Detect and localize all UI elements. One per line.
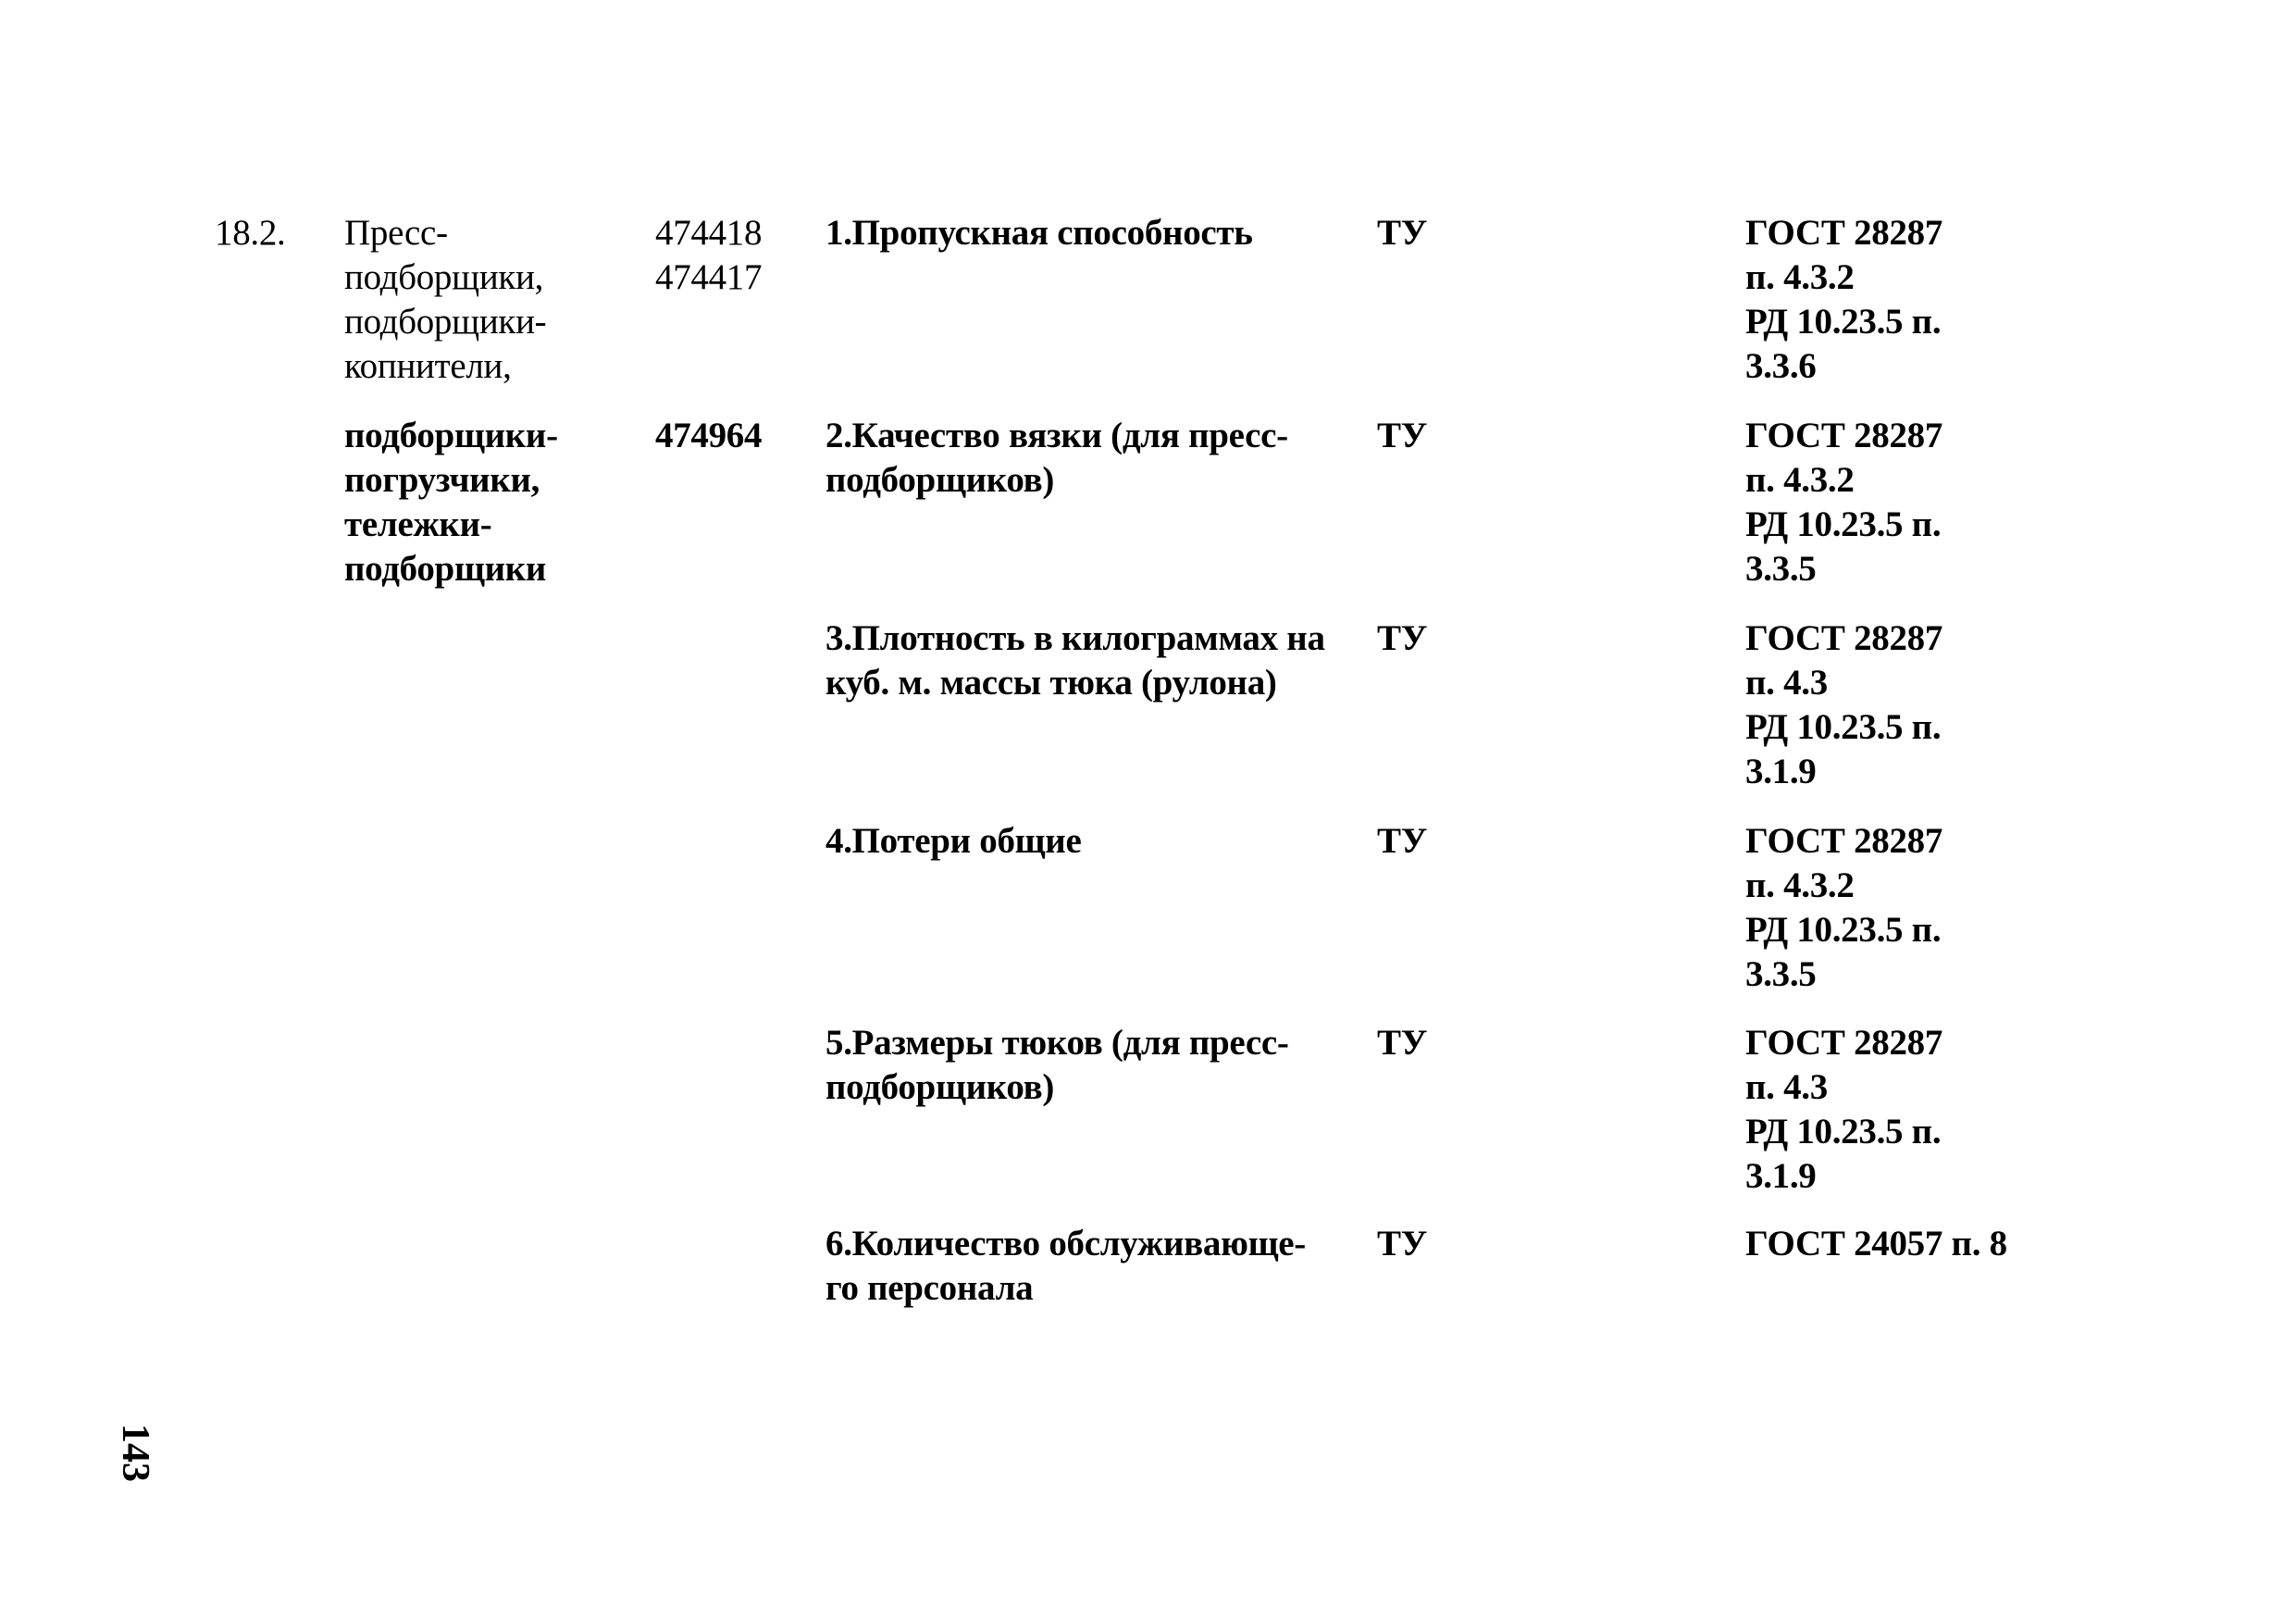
indicator-4: 4.Потери общие [825,821,1082,861]
product-codes-group1: 474418 474417 [655,213,763,297]
norm-2: ТУ [1377,416,1428,455]
indicator-5: 5.Размеры тюков (для пресс- подборщиков) [825,1023,1289,1107]
page-number: 143 [114,1424,156,1482]
section-number: 18.2. [215,213,286,253]
product-name-part1: Пресс- подборщики, подборщики- копнители, [344,213,547,386]
norm-1: ТУ [1377,213,1428,253]
product-name-part2: подборщики- погрузчики, тележки- подборщики [344,416,558,589]
method-2: ГОСТ 28287 п. 4.3.2 РД 10.23.5 п. 3.3.5 [1745,416,1943,589]
product-code-group2: 474964 [655,416,763,455]
indicator-3: 3.Плотность в килограммах на куб. м. массы тюка (рулона) [825,618,1325,703]
norm-3: ТУ [1377,618,1428,658]
indicator-1: 1.Пропускная способность [825,213,1253,253]
method-6: ГОСТ 24057 п. 8 [1745,1224,2007,1263]
norm-6: ТУ [1377,1224,1428,1263]
norm-5: ТУ [1377,1023,1428,1063]
method-1: ГОСТ 28287 п. 4.3.2 РД 10.23.5 п. 3.3.6 [1745,213,1943,386]
indicator-6: 6.Количество обслуживающе- го персонала [825,1224,1306,1308]
norm-4: ТУ [1377,821,1428,861]
method-5: ГОСТ 28287 п. 4.3 РД 10.23.5 п. 3.1.9 [1745,1023,1943,1196]
method-4: ГОСТ 28287 п. 4.3.2 РД 10.23.5 п. 3.3.5 [1745,821,1943,994]
method-3: ГОСТ 28287 п. 4.3 РД 10.23.5 п. 3.1.9 [1745,618,1943,791]
indicator-2: 2.Качество вязки (для пресс- подборщиков) [825,416,1288,500]
